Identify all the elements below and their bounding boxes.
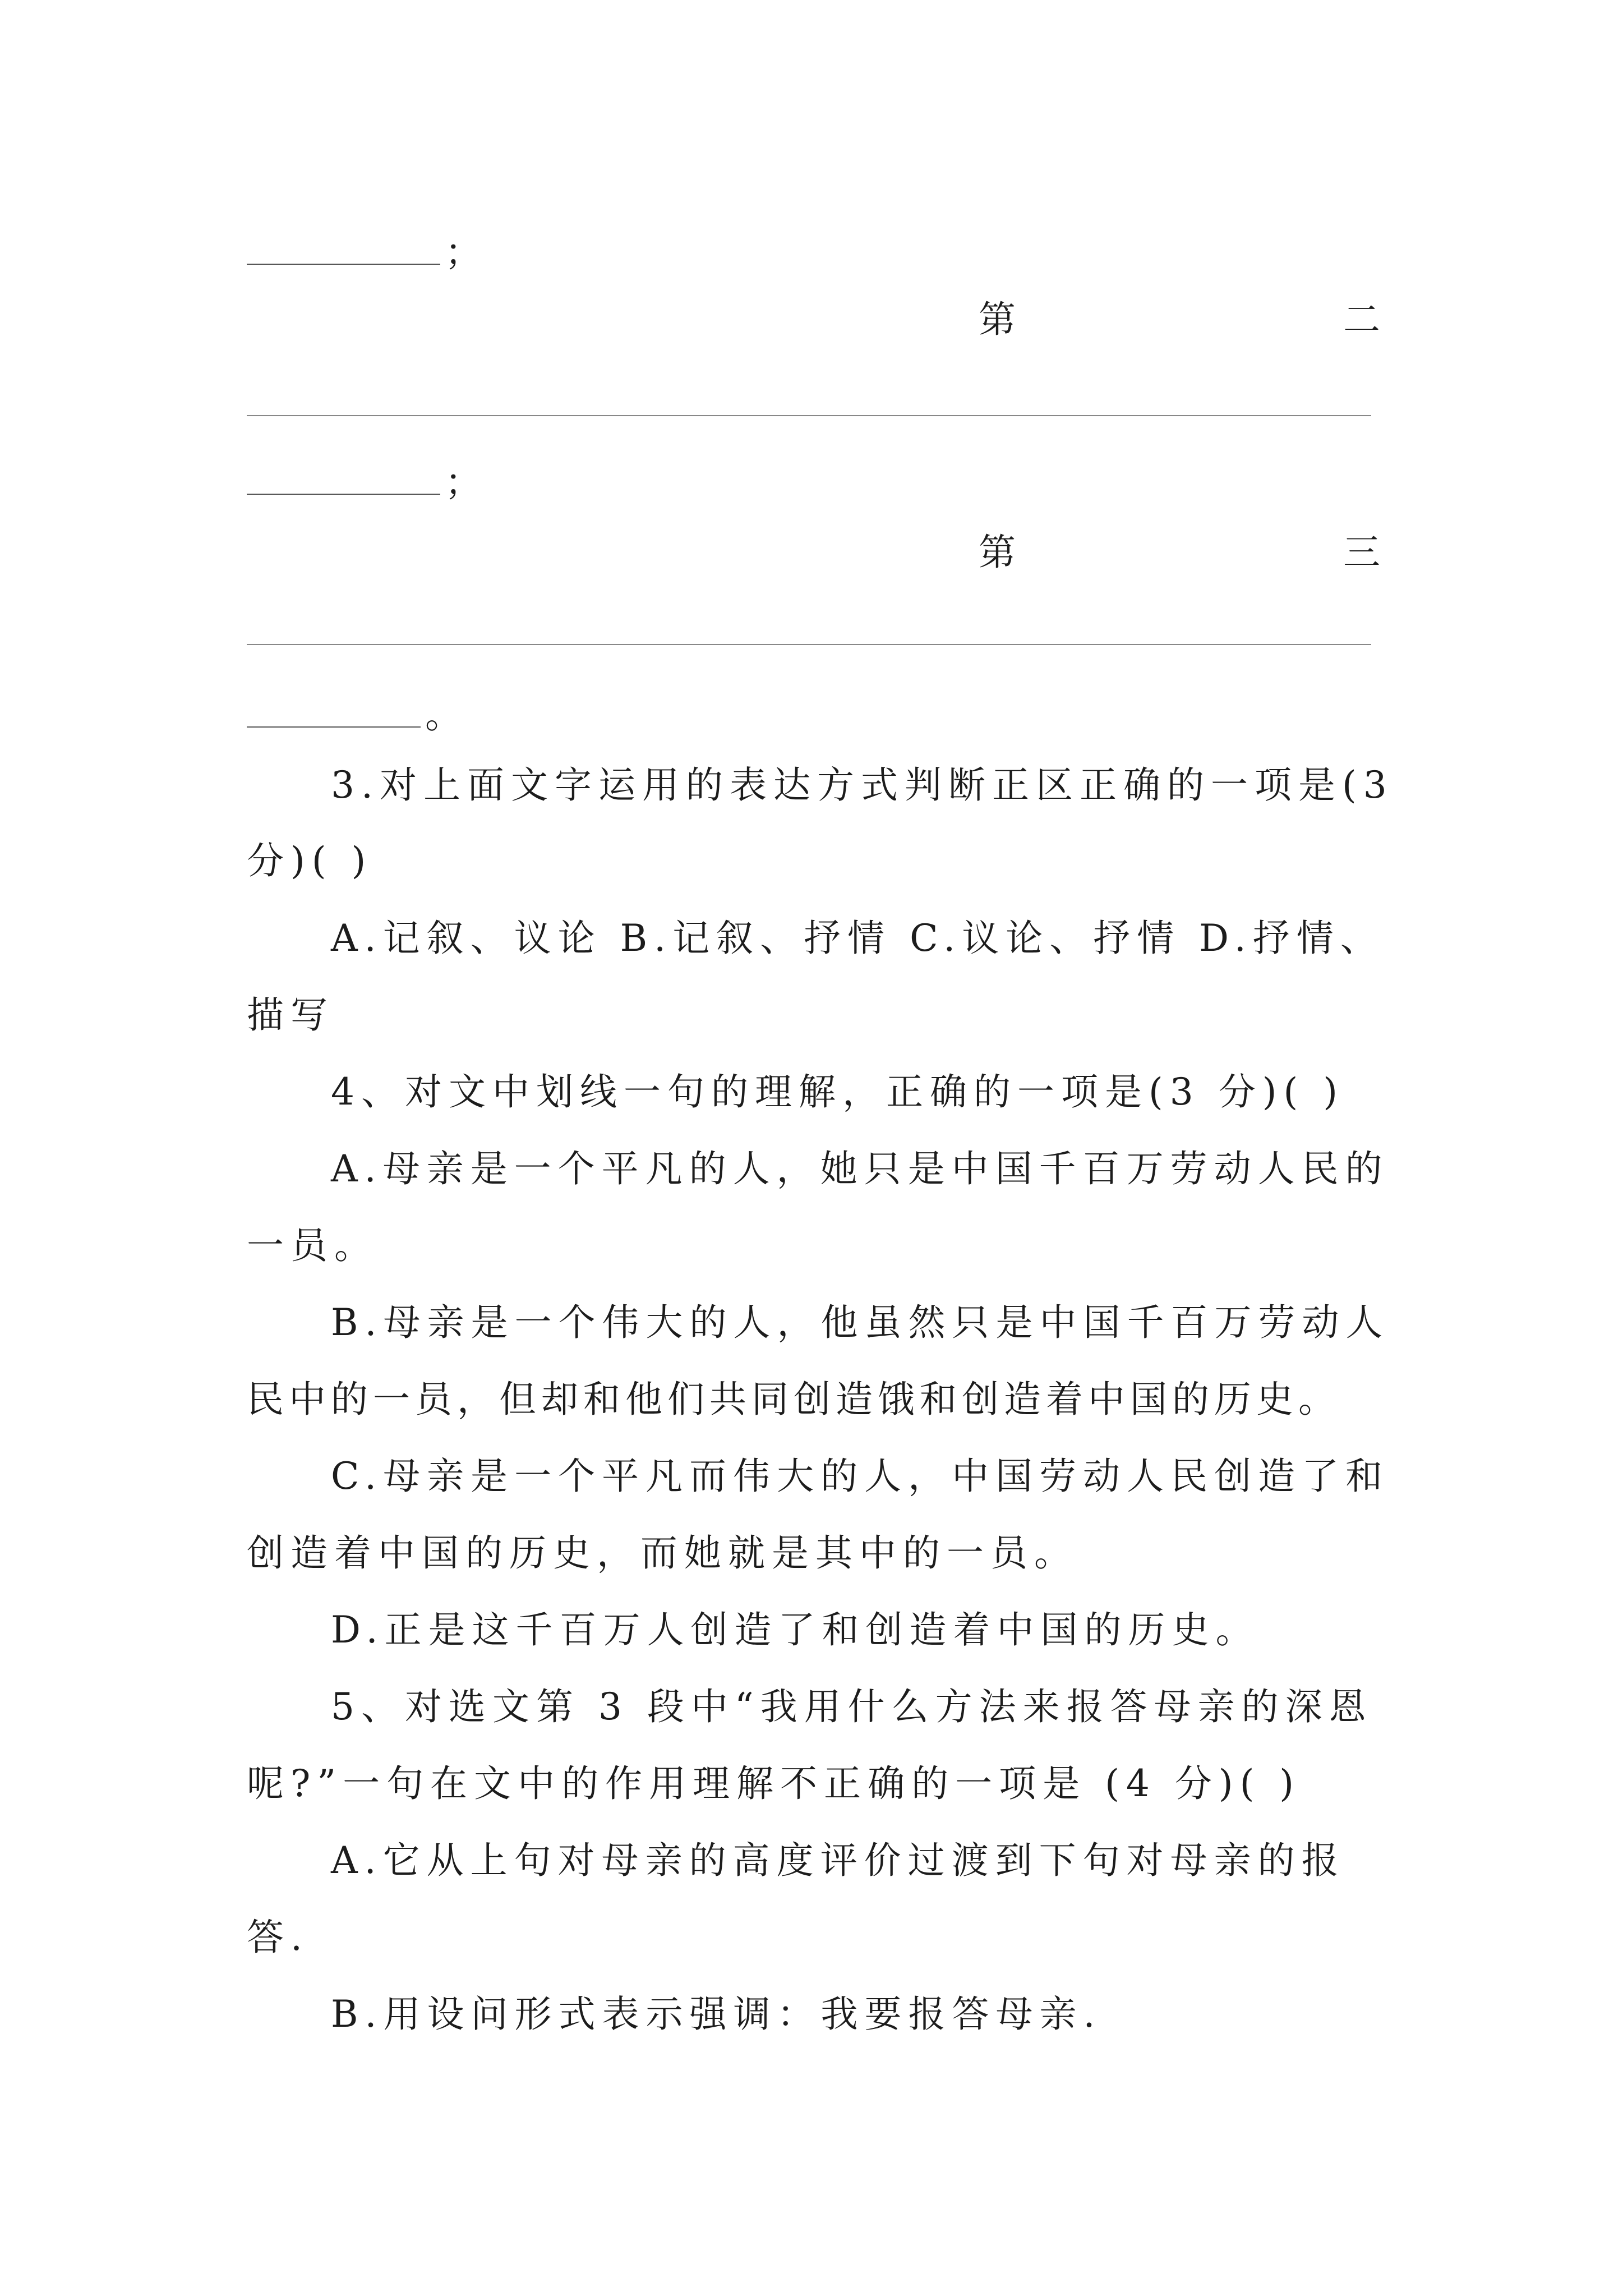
answer-blank-1: [247, 230, 485, 275]
q3-options-line1: A.记叙、议论 B.记叙、抒情 C.议论、抒情 D.抒情、: [331, 917, 1384, 960]
blank-end-punct: ；: [445, 231, 485, 274]
section-label-second-part2: 二: [1343, 298, 1384, 341]
blank-underline: [247, 494, 440, 495]
q5-option-a-line2: 答.: [247, 1916, 309, 1959]
q5-stem-line1: 5、对选文第 3 段中“我用什么方法来报答母亲的深恩: [331, 1685, 1373, 1728]
answer-blank-2: [247, 460, 485, 505]
answer-blank-3: [247, 693, 465, 738]
blank-end-punct: 。: [425, 693, 465, 737]
q3-stem-line2: 分)( ): [247, 839, 373, 882]
q5-stem-line2: 呢?”一句在文中的作用理解不正确的一项是 (4 分)( ): [247, 1762, 1301, 1805]
q4-option-c-line1: C.母亲是一个平凡而伟大的人，中国劳动人民创造了和: [331, 1455, 1390, 1498]
section-label-third-part2: 三: [1343, 531, 1384, 574]
q4-option-a-line1: A.母亲是一个平凡的人，她只是中国千百万劳动人民的: [331, 1147, 1389, 1190]
section-label-third-part1: 第: [979, 531, 1019, 574]
answer-blank-long-2: [247, 644, 1371, 645]
q3-options-line2: 描写: [247, 993, 334, 1037]
q4-option-b-line2: 民中的一员，但却和他们共同创造饿和创造着中国的历史。: [247, 1378, 1340, 1421]
q4-option-a-line2: 一员。: [247, 1224, 378, 1267]
blank-end-punct: ；: [445, 461, 485, 504]
blank-underline: [247, 264, 440, 265]
section-label-second-part1: 第: [979, 298, 1019, 341]
answer-blank-long-1: [247, 415, 1371, 416]
q3-stem-line1: 3.对上面文字运用的表达方式判断正区正确的一项是(3: [331, 763, 1394, 807]
q4-option-d-line1: D.正是这千百万人创造了和创造着中国的历史。: [331, 1608, 1260, 1651]
q4-option-c-line2: 创造着中国的历史，而她就是其中的一员。: [247, 1531, 1078, 1575]
q4-option-b-line1: B.母亲是一个伟大的人，他虽然只是中国千百万劳动人: [331, 1301, 1390, 1344]
q4-stem: 4、对文中划线一句的理解，正确的一项是(3 分)( ): [331, 1070, 1344, 1114]
q5-option-a-line1: A.它从上句对母亲的高度评价过渡到下句对母亲的报: [331, 1839, 1345, 1882]
blank-underline: [247, 726, 421, 728]
q5-option-b-line1: B.用设问形式表示强调：我要报答母亲.: [331, 1993, 1102, 2036]
